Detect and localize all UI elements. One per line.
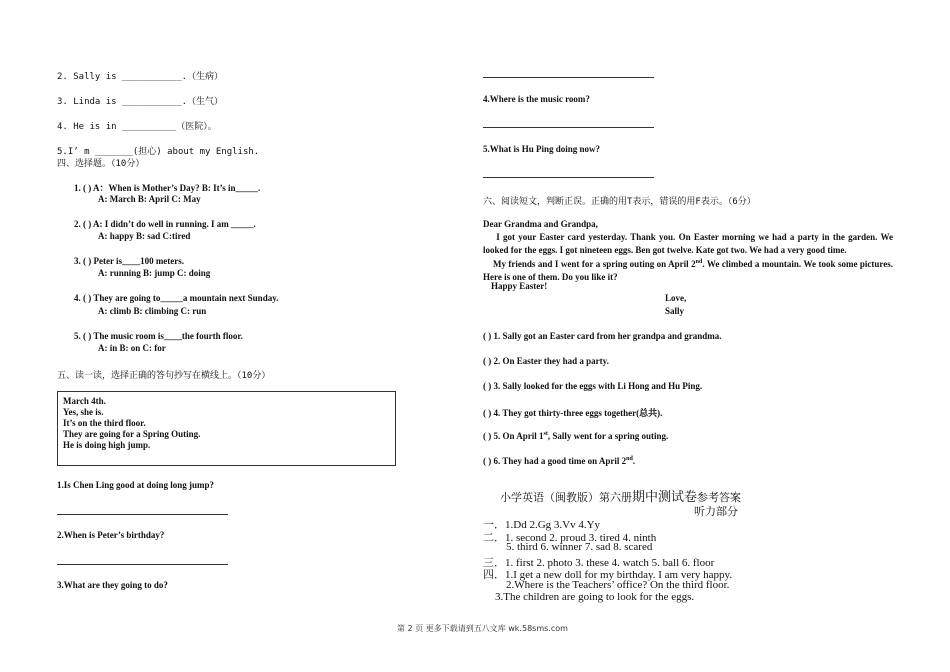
mc-options-5: A: in B: on C: for <box>98 343 166 353</box>
answer-line-3[interactable] <box>483 77 654 78</box>
box-line-1: March 4th. <box>63 396 106 406</box>
tf-item-1: ( ) 1. Sally got an Easter card from her grandpa and grandma. <box>483 331 722 341</box>
tf-item-5 <box>483 431 668 441</box>
tf-item-6 <box>483 456 635 466</box>
letter-signature: Sally <box>665 306 685 316</box>
mc-question-2: 2. ( ) A: I didn’t do well in running. I am _____. <box>74 219 256 229</box>
letter-paragraph-2-sup: nd <box>695 259 703 265</box>
tf-item-5-sup: st <box>543 431 548 437</box>
mc-options-1: A: March B: April C: May <box>98 194 201 204</box>
box-line-2: Yes, she is. <box>63 407 104 417</box>
tf-item-6-sup: nd <box>626 456 633 462</box>
box-line-4: They are going for a Spring Outing. <box>63 429 201 439</box>
answer-line-1[interactable] <box>57 514 228 515</box>
letter-paragraph-1-text: I got your Easter card yesterday. Thank you. On Easter morning we had a party in the garden. We looked for the eggs. I got nineteen eggs. Ben got twelve. Kate got two. We had a very good time. <box>483 232 894 255</box>
tf-item-5-text: ( ) 5. On April 1 <box>483 431 544 441</box>
fill-item-3: 3. Linda is ___________.（生气） <box>57 97 224 107</box>
page-footer: 第 2 页 更多下载请到五八文库 wk.58sms.com <box>397 624 568 633</box>
tf-item-6-text: ( ) 6. They had a good time on April 2 <box>483 456 627 466</box>
answer-line-row-1: 一．1.Dd 2.Gg 3.Vv 4.Yy <box>483 519 601 531</box>
section-4-title: 四、选择题。（10分） <box>57 159 145 169</box>
letter-greeting: Dear Grandma and Grandpa, <box>483 219 598 229</box>
letter-paragraph-2-text-a: My friends and I went for a spring outing on April 2 <box>492 259 696 269</box>
mc-question-1: 1. ( ) A：When is Mother’s Day? B: It’s in_____. <box>74 183 261 193</box>
letter-paragraph-2 <box>483 256 893 283</box>
mc-question-3: 3. ( ) Peter is____100 meters. <box>74 256 185 266</box>
tf-item-3: ( ) 3. Sally looked for the eggs with Li Hong and Hu Ping. <box>483 381 703 391</box>
letter-paragraph-2-text-b: . We climbed a mountain. We took some pictures. Here is one of them. Do you like it? <box>483 259 894 282</box>
tf-item-2: ( ) 2. On Easter they had a party. <box>483 356 609 366</box>
fill-item-5: 5.I’ m _______(担心) about my English. <box>57 147 260 157</box>
section-6-title: 六、阅读短文，判断正误。正确的用T表示，错误的用F表示。（6分） <box>483 197 756 207</box>
box-line-5: He is doing high jump. <box>63 440 151 450</box>
answer-line-2[interactable] <box>57 564 228 565</box>
tf-item-5-after: , Sally went for a spring outing. <box>547 431 669 441</box>
answer-key-subtitle: 听力部分 <box>694 505 738 518</box>
answer-line-row-5: 四．1.I get a new doll for my birthday. I am very happy. <box>483 569 733 581</box>
mc-options-4: A: climb B: climbing C: run <box>98 306 207 316</box>
letter-paragraph-1 <box>483 231 893 256</box>
box-line-3: It’s on the third floor. <box>63 418 146 428</box>
tf-item-6-after: . <box>632 456 636 466</box>
letter-love: Love, <box>665 293 687 303</box>
answer-line-row-7: 3.The children are going to look for the eggs. <box>495 591 695 603</box>
reading-question-3: 3.What are they going to do? <box>57 580 168 590</box>
mc-options-3: A: running B: jump C: doing <box>98 268 211 278</box>
answer-line-row-4: 三．1. first 2. photo 3. these 4. watch 5. ball 6. floor <box>483 557 715 569</box>
answer-line-row-6: 2.Where is the Teachers’ office? On the third floor. <box>506 579 730 591</box>
answer-line-5[interactable] <box>483 177 654 178</box>
mc-question-4: 4. ( ) They are going to_____a mountain next Sunday. <box>74 293 279 303</box>
answer-key-title-a: 小学英语（闽教版）第六册 <box>500 491 632 504</box>
reading-question-4: 4.Where is the music room? <box>483 94 590 104</box>
reading-question-1: 1.Is Chen Ling good at doing long jump? <box>57 480 215 490</box>
answer-line-row-2: 二．1. second 2. proud 3. tired 4. ninth <box>483 532 657 544</box>
fill-item-2: 2. Sally is ___________.（生病） <box>57 72 224 82</box>
section-5-title: 五、读一读，选择正确的答句抄写在横线上。（10分） <box>57 371 271 381</box>
fill-item-4: 4. He is in __________（医院）。 <box>57 122 217 132</box>
answer-key-title-c: 参考答案 <box>697 491 742 504</box>
mc-question-5: 5. ( ) The music room is____the fourth floor. <box>74 331 243 341</box>
answer-key-title-b: 期中测试卷 <box>632 490 698 505</box>
reading-question-5: 5.What is Hu Ping doing now? <box>483 144 601 154</box>
tf-item-4: ( ) 4. They got thirty-three eggs together(总共). <box>483 408 663 418</box>
letter-closing: Happy Easter! <box>491 281 548 291</box>
mc-options-2: A: happy B: sad C:tired <box>98 231 191 241</box>
answer-line-row-3: 5. third 6. winner 7. sad 8. scared <box>506 541 653 553</box>
answer-line-4[interactable] <box>483 127 654 128</box>
reading-question-2: 2.When is Peter’s birthday? <box>57 530 165 540</box>
